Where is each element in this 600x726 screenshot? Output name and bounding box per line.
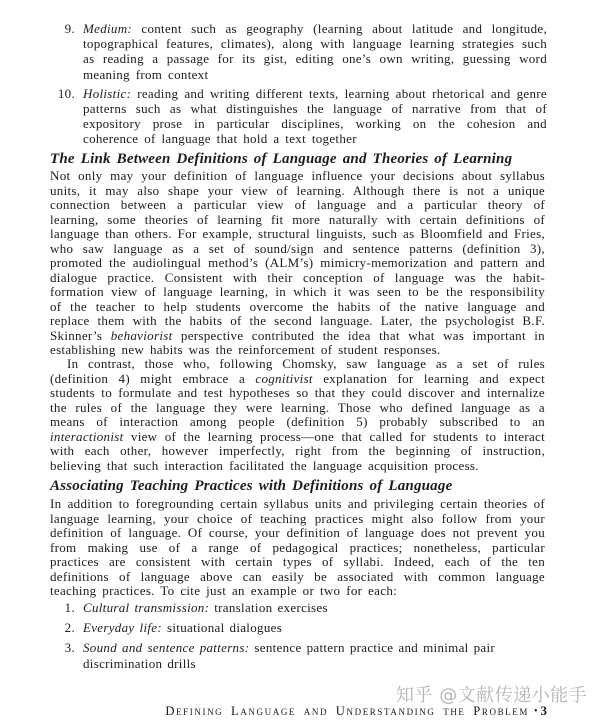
list-item	[50, 640, 547, 670]
list-item	[50, 620, 547, 635]
item-text: Medium: content such as geography (learning about latitude and longitude, topographical features, climates), along with language learning strategies such as reading a passage for its gist, editing one’s own writing, guessing word meaning from context	[83, 21, 547, 82]
item-text: Everyday life: situational dialogues	[83, 620, 283, 636]
item-text: Sound and sentence patterns: sentence pattern practice and minimal pair discrimination drills	[83, 640, 496, 671]
page-footer	[165, 702, 547, 720]
item-number: 9.	[64, 21, 75, 36]
numbered-list-top	[50, 21, 547, 151]
list-item	[50, 86, 547, 147]
list-item	[50, 21, 547, 82]
paragraph: In contrast, those who, following Chomsky, saw language as a set of rules (definition 4) might embrace a cognitivist explanation for learning and expect students to formulate and test hypotheses so that they could discover and internalize the rules of the language they were learning. Those who defined language as a means of interaction among people (definition 5) probably subscribed to an interactionist view of the learning process—one that called for students to interact with each other, however imperfectly, right from the beginning of instruction, believing that such interaction facilitated the language acquisition process.	[50, 356, 545, 473]
item-number: 3.	[64, 640, 75, 656]
item-number: 2.	[64, 620, 75, 636]
paragraph: In addition to foregrounding certain syllabus units and privileging certain theories of language learning, your choice of teaching practices might also follow from your definition of language. Of course, your definition of language does not prevent you from making use of a range of pedagogical practices; nonetheless, particular practices are consistent with certain types of syllabi. Indeed, each of the ten definitions of language above can easily be associated with common language teaching practices. To cite just an example or two for each:	[50, 496, 545, 598]
page-number: 3	[540, 703, 547, 718]
running-footer-title: Defining Language and Understanding the Problem	[165, 704, 529, 718]
watermark: 知乎 @文献传递小能手	[396, 685, 588, 706]
item-text: Cultural transmission: translation exercises	[83, 600, 328, 615]
item-text: Holistic: reading and writing different texts, learning about rhetorical and genre patterns such as what distinguishes the language of narrative from that of expository prose in particular disciplines, working on the cohesion and coherence of language that hold a text together	[83, 85, 547, 147]
item-number: 10.	[57, 85, 75, 101]
list-item	[50, 600, 547, 615]
paragraph: Not only may your definition of language influence your decisions about syllabus units, it may also shape your view of learning. Although there is not a unique connection between a particular view of language and a particular theory of learning, some theories of learning fit more naturally with certain definitions of language than others. For example, structural linguists, such as Bloomfield and Fries, who saw language as a set of sound/sign and sentence patterns (definition 3), promoted the audiolingual method’s (ALM’s) mimicry-memorization and pattern and dialogue practice. Consistent with their conception of language was the habit-formation view of language learning, in which it was seen to be the responsibility of the teacher to help students overcome the habits of the native language and replace them with the habits of the second language. Later, the psychologist B.F. Skinner’s behaviorist perspective contributed the idea that what was important in establishing new habits was the reinforcement of student responses.	[50, 168, 545, 357]
section-heading: Associating Teaching Practices with Definitions of Language	[50, 478, 453, 494]
item-number: 1.	[64, 600, 75, 615]
footer-bullet: •	[533, 706, 538, 717]
numbered-list-bottom	[50, 600, 547, 676]
section-heading: The Link Between Definitions of Language and Theories of Learning	[50, 151, 513, 167]
